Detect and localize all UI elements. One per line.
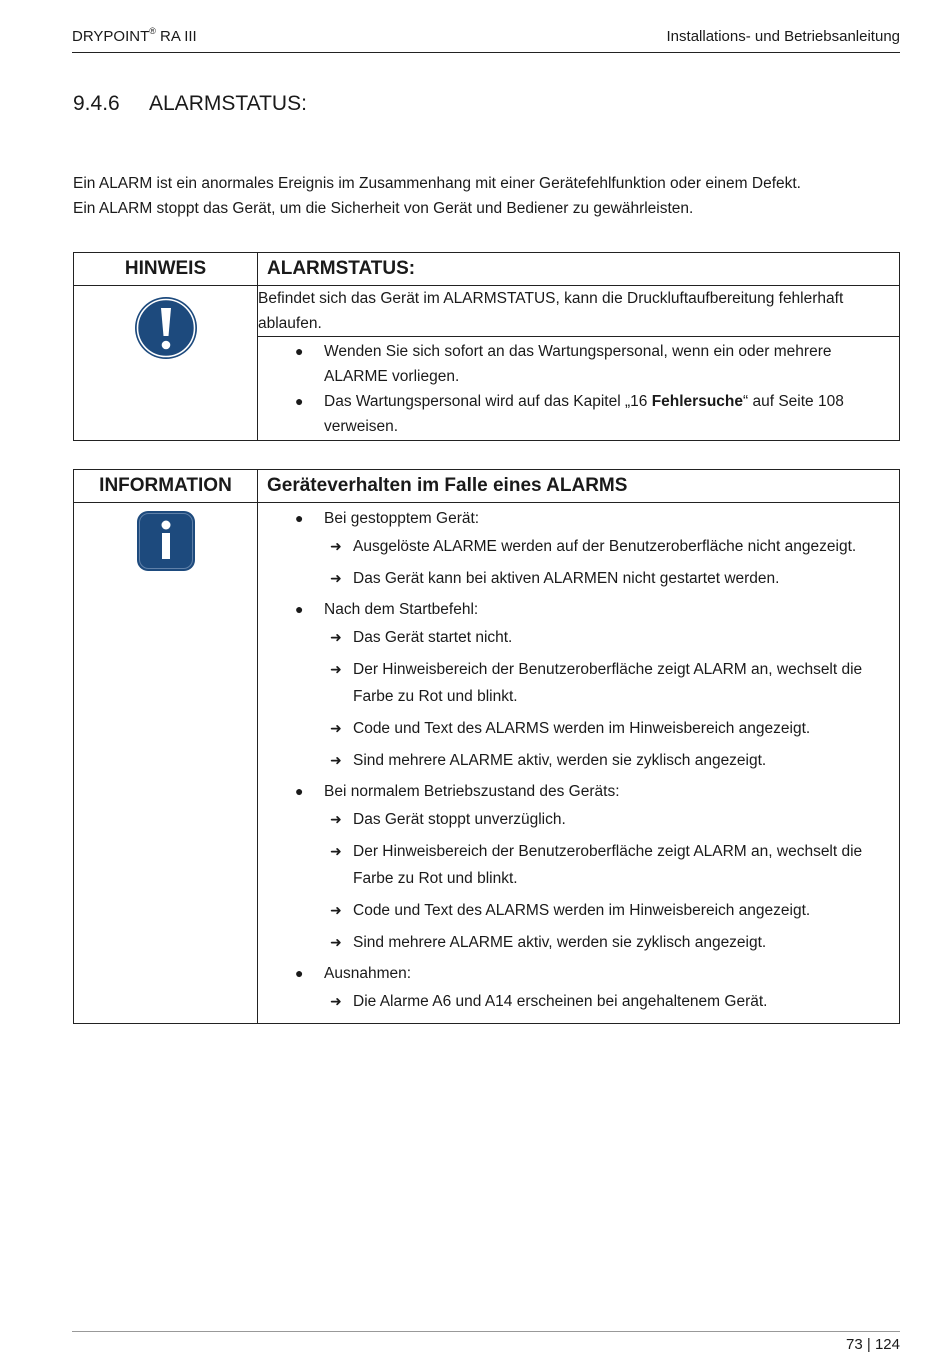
arrow-right-icon: ➜ <box>330 902 342 918</box>
info-content <box>258 503 900 1024</box>
arrow-list <box>324 533 891 592</box>
chapter-reference: Fehlersuche <box>651 393 743 410</box>
list-item: ➜ Sind mehrere ALARME aktiv, werden sie zyklisch angezeigt. <box>324 747 891 774</box>
info-icon-cell <box>74 503 258 1024</box>
list-item: ● Ausnahmen: ➜ Die Alarme A6 und A14 erscheinen bei angehaltenem Gerät. <box>258 961 891 1015</box>
hint-label: HINWEIS <box>74 253 258 286</box>
intro-paragraph <box>73 171 903 221</box>
bullet-icon: ● <box>295 393 304 409</box>
product-name: DRYPOINT® RA III <box>72 26 197 45</box>
info-label: INFORMATION <box>74 470 258 503</box>
bullet-icon: ● <box>295 343 304 359</box>
list-item: ➜ Code und Text des ALARMS werden im Hinweisbereich angezeigt. <box>324 897 891 924</box>
intro-line-2: Ein ALARM stoppt das Gerät, um die Sicherheit von Gerät und Bediener zu gewährleisten. <box>73 200 694 217</box>
hint-bullet-list <box>258 339 891 439</box>
document-title: Installations- und Betriebsanleitung <box>666 28 900 45</box>
hint-title: ALARMSTATUS: <box>258 253 900 286</box>
list-item: ● Nach dem Startbefehl: ➜ Das Gerät startet nicht. ➜ Der Hinweisbereich der Benutzeroberfläche zeigt ALARM an, wechselt die Farbe zu Rot und blinkt. ➜ Code und Text des ALARMS werden im Hinweisbereich angezeigt. ➜ Sind mehrere ALARME aktiv, werden sie zyklisch angezeigt. <box>258 597 891 774</box>
hint-description: Befindet sich das Gerät im ALARMSTATUS, kann die Druckluftaufbereitung fehlerhaft ablaufen. <box>258 286 900 337</box>
list-item: ➜ Der Hinweisbereich der Benutzeroberfläche zeigt ALARM an, wechselt die Farbe zu Rot und blinkt. <box>324 838 891 892</box>
info-box <box>73 469 900 1024</box>
arrow-list <box>324 624 891 774</box>
list-item: ➜ Das Gerät startet nicht. <box>324 624 891 651</box>
bullet-icon: ● <box>295 965 304 981</box>
info-bullet-list <box>258 506 891 1015</box>
list-item: ● Bei normalem Betriebszustand des Geräts: ➜ Das Gerät stoppt unverzüglich. ➜ Der Hinweisbereich der Benutzeroberfläche zeigt ALARM an, wechselt die Farbe zu Rot und blinkt. ➜ Code und Text des ALARMS werden im Hinweisbereich angezeigt. ➜ Sind mehrere ALARME aktiv, werden sie zyklisch angezeigt. <box>258 779 891 956</box>
hint-box <box>73 252 900 441</box>
arrow-right-icon: ➜ <box>330 993 342 1009</box>
list-item: ➜ Die Alarme A6 und A14 erscheinen bei angehaltenem Gerät. <box>324 988 891 1015</box>
list-item: ➜ Der Hinweisbereich der Benutzeroberfläche zeigt ALARM an, wechselt die Farbe zu Rot und blinkt. <box>324 656 891 710</box>
hint-icon-cell <box>74 286 258 441</box>
section-title: ALARMSTATUS: <box>149 92 307 115</box>
arrow-right-icon: ➜ <box>330 752 342 768</box>
bullet-icon: ● <box>295 510 304 526</box>
section-heading <box>73 92 307 116</box>
list-item: ● Bei gestopptem Gerät: ➜ Ausgelöste ALARME werden auf der Benutzeroberfläche nicht angezeigt. ➜ Das Gerät kann bei aktiven ALARMEN nicht gestartet werden. <box>258 506 891 592</box>
arrow-list <box>324 806 891 956</box>
arrow-right-icon: ➜ <box>330 538 342 554</box>
list-item: ➜ Ausgelöste ALARME werden auf der Benutzeroberfläche nicht angezeigt. <box>324 533 891 560</box>
page-header <box>72 26 900 53</box>
arrow-right-icon: ➜ <box>330 629 342 645</box>
hint-actions <box>258 337 900 441</box>
list-item: ● Wenden Sie sich sofort an das Wartungspersonal, wenn ein oder mehrere ALARME vorliegen. <box>258 339 891 389</box>
page-footer <box>72 1331 900 1353</box>
list-item: ➜ Code und Text des ALARMS werden im Hinweisbereich angezeigt. <box>324 715 891 742</box>
list-item: ● Das Wartungspersonal wird auf das Kapitel „16 Fehlersuche“ auf Seite 108 verweisen. <box>258 389 891 439</box>
arrow-list <box>324 988 891 1015</box>
list-item: ➜ Sind mehrere ALARME aktiv, werden sie zyklisch angezeigt. <box>324 929 891 956</box>
page-number: 73 | 124 <box>846 1336 900 1353</box>
section-number: 9.4.6 <box>73 92 120 115</box>
arrow-right-icon: ➜ <box>330 843 342 859</box>
intro-line-1: Ein ALARM ist ein anormales Ereignis im Zusammenhang mit einer Gerätefehlfunktion oder einem Defekt. <box>73 175 801 192</box>
arrow-right-icon: ➜ <box>330 720 342 736</box>
arrow-right-icon: ➜ <box>330 934 342 950</box>
list-item: ➜ Das Gerät stoppt unverzüglich. <box>324 806 891 833</box>
arrow-right-icon: ➜ <box>330 661 342 677</box>
arrow-right-icon: ➜ <box>330 811 342 827</box>
bullet-icon: ● <box>295 783 304 799</box>
info-icon <box>136 510 196 572</box>
exclamation-icon <box>134 296 198 360</box>
bullet-icon: ● <box>295 601 304 617</box>
arrow-right-icon: ➜ <box>330 570 342 586</box>
info-title: Geräteverhalten im Falle eines ALARMS <box>258 470 900 503</box>
list-item: ➜ Das Gerät kann bei aktiven ALARMEN nicht gestartet werden. <box>324 565 891 592</box>
